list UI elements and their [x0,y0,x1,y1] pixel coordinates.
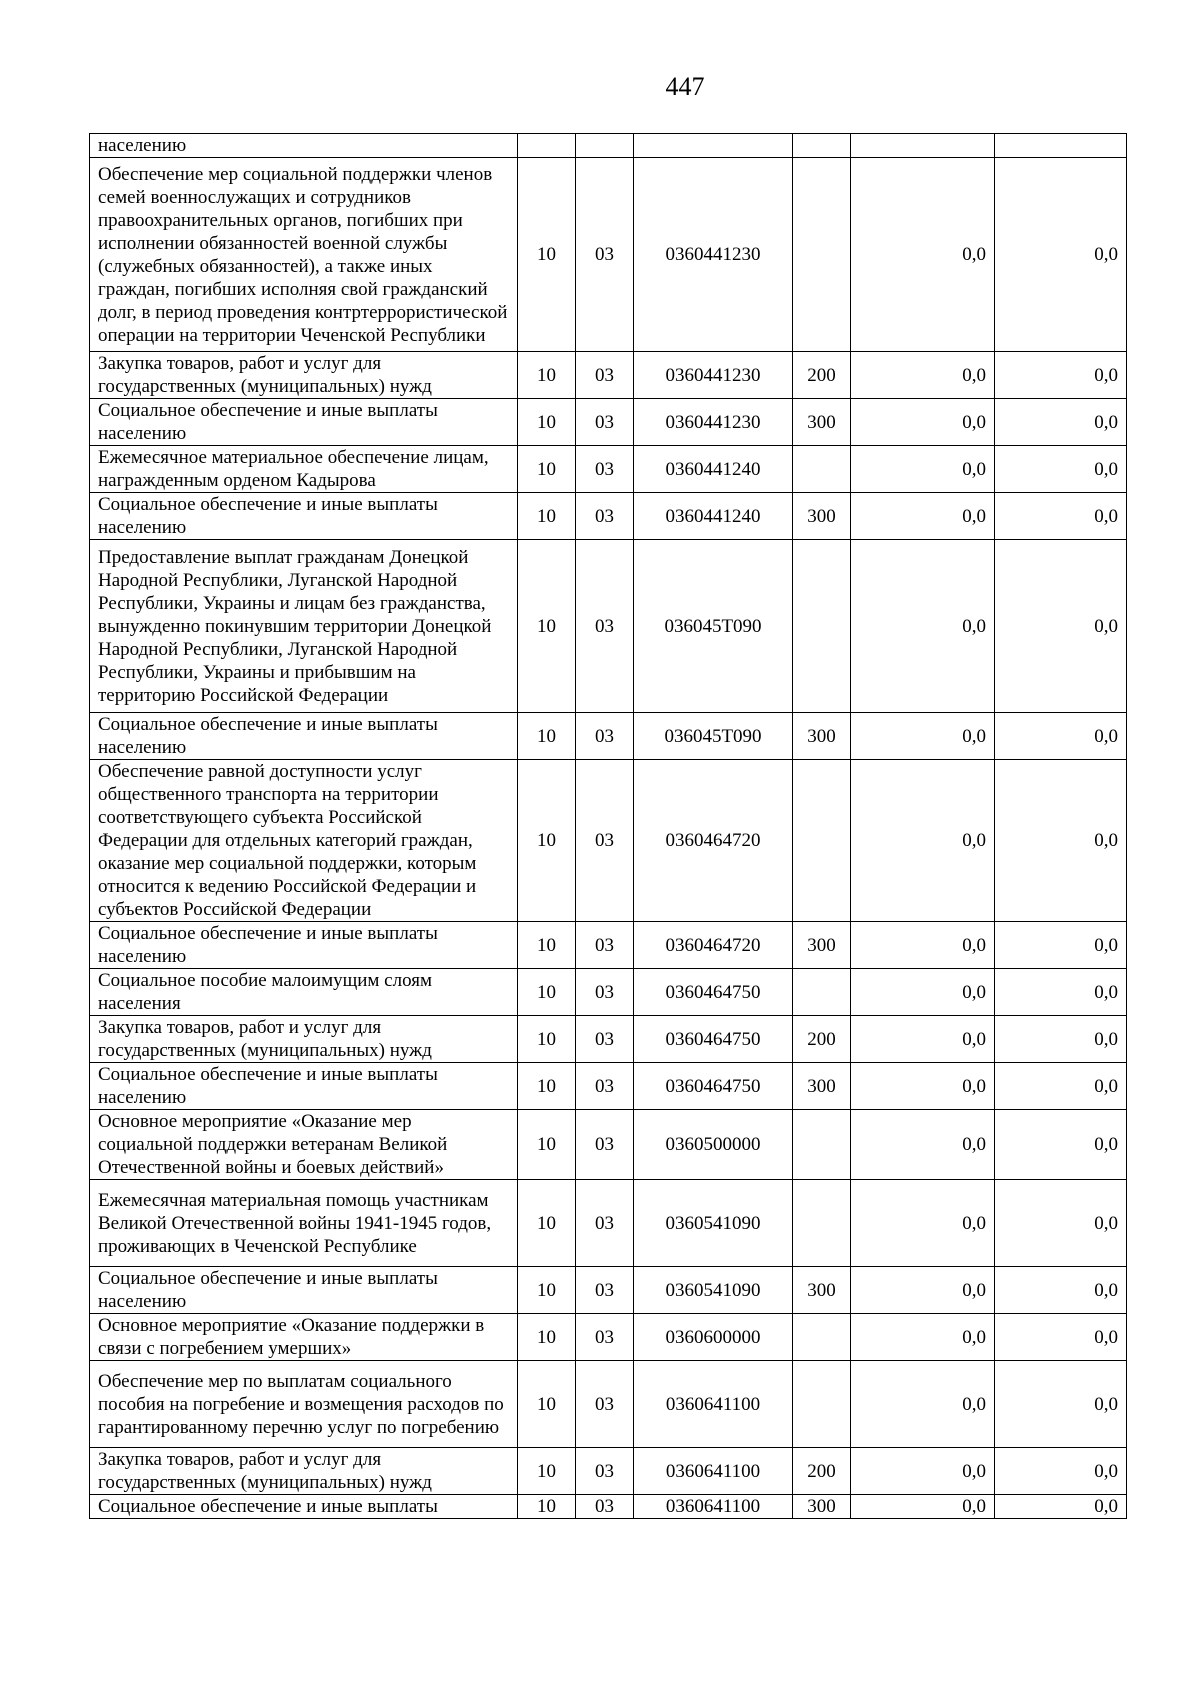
amount-cell [995,134,1127,158]
expense-type-cell: 300 [793,1495,851,1519]
target-article-cell: 0360441230 [634,399,793,446]
expense-name-cell: Обеспечение мер социальной поддержки членов семей военнослужащих и сотрудников правоохранительных органов, погибших при исполнении обязанностей военной службы (служебных обязанностей), а также иных граждан, погибших исполняя свой гражданский долг, в период проведения контртеррористической операции на территории Чеченской Республики [90,158,518,352]
section-code-cell: 10 [518,1495,576,1519]
target-article-cell: 0360464750 [634,1063,793,1110]
section-code-cell: 10 [518,1180,576,1267]
subsection-code-cell: 03 [576,1180,634,1267]
table-row [90,1495,1127,1519]
section-code-cell: 10 [518,1267,576,1314]
target-article-cell: 036045T090 [634,713,793,760]
target-article-cell: 0360541090 [634,1180,793,1267]
subsection-code-cell: 03 [576,1016,634,1063]
expense-name-cell: Социальное обеспечение и иные выплаты населению [90,1267,518,1314]
section-code-cell: 10 [518,1016,576,1063]
amount-cell: 0,0 [995,922,1127,969]
expense-type-cell: 300 [793,922,851,969]
expense-type-cell [793,1361,851,1448]
table-row [90,352,1127,399]
page-number: 447 [665,72,705,101]
amount-cell: 0,0 [995,1361,1127,1448]
expense-type-cell: 200 [793,1016,851,1063]
table-row [90,922,1127,969]
target-article-cell: 0360441240 [634,493,793,540]
target-article-cell: 0360441230 [634,158,793,352]
expense-type-cell: 300 [793,399,851,446]
table-row [90,1180,1127,1267]
amount-cell: 0,0 [851,760,995,922]
table-row [90,1267,1127,1314]
section-code-cell: 10 [518,158,576,352]
subsection-code-cell: 03 [576,1361,634,1448]
target-article-cell: 0360464750 [634,969,793,1016]
target-article-cell: 0360464720 [634,922,793,969]
expense-name-cell: населению [90,134,518,158]
expense-type-cell [793,1180,851,1267]
expense-name-cell: Закупка товаров, работ и услуг для государственных (муниципальных) нужд [90,352,518,399]
expense-type-cell: 300 [793,493,851,540]
table-row [90,540,1127,713]
subsection-code-cell: 03 [576,540,634,713]
section-code-cell: 10 [518,1361,576,1448]
amount-cell: 0,0 [851,969,995,1016]
amount-cell: 0,0 [851,399,995,446]
subsection-code-cell [576,134,634,158]
table-row [90,1063,1127,1110]
amount-cell: 0,0 [995,1110,1127,1180]
section-code-cell [518,134,576,158]
expense-name-cell: Социальное обеспечение и иные выплаты населению [90,713,518,760]
subsection-code-cell: 03 [576,760,634,922]
expense-name-cell: Социальное пособие малоимущим слоям населения [90,969,518,1016]
amount-cell: 0,0 [995,158,1127,352]
section-code-cell: 10 [518,760,576,922]
expense-name-cell: Ежемесячная материальная помощь участникам Великой Отечественной войны 1941-1945 годов, проживающих в Чеченской Республике [90,1180,518,1267]
subsection-code-cell: 03 [576,1314,634,1361]
expense-name-cell: Ежемесячное материальное обеспечение лицам, награжденным орденом Кадырова [90,446,518,493]
amount-cell: 0,0 [995,1063,1127,1110]
subsection-code-cell: 03 [576,922,634,969]
table-row [90,493,1127,540]
table-row [90,1016,1127,1063]
amount-cell: 0,0 [851,1180,995,1267]
target-article-cell: 036045T090 [634,540,793,713]
amount-cell: 0,0 [851,1314,995,1361]
expense-name-cell: Социальное обеспечение и иные выплаты населению [90,1063,518,1110]
amount-cell: 0,0 [995,1314,1127,1361]
amount-cell: 0,0 [851,158,995,352]
section-code-cell: 10 [518,1448,576,1495]
amount-cell: 0,0 [851,713,995,760]
expense-type-cell [793,1110,851,1180]
expense-name-cell: Социальное обеспечение и иные выплаты [90,1495,518,1519]
amount-cell [851,134,995,158]
amount-cell: 0,0 [851,493,995,540]
target-article-cell: 0360541090 [634,1267,793,1314]
subsection-code-cell: 03 [576,493,634,540]
expense-type-cell: 300 [793,713,851,760]
subsection-code-cell: 03 [576,446,634,493]
subsection-code-cell: 03 [576,713,634,760]
amount-cell: 0,0 [995,1267,1127,1314]
expense-name-cell: Социальное обеспечение и иные выплаты населению [90,922,518,969]
amount-cell: 0,0 [851,922,995,969]
subsection-code-cell: 03 [576,1267,634,1314]
target-article-cell: 0360600000 [634,1314,793,1361]
amount-cell: 0,0 [995,540,1127,713]
expense-name-cell: Закупка товаров, работ и услуг для государственных (муниципальных) нужд [90,1016,518,1063]
section-code-cell: 10 [518,446,576,493]
expense-type-cell [793,969,851,1016]
amount-cell: 0,0 [995,713,1127,760]
section-code-cell: 10 [518,399,576,446]
section-code-cell: 10 [518,493,576,540]
table-body [90,134,1127,1519]
expense-type-cell [793,134,851,158]
expense-type-cell [793,540,851,713]
section-code-cell: 10 [518,713,576,760]
section-code-cell: 10 [518,1110,576,1180]
amount-cell: 0,0 [995,399,1127,446]
target-article-cell: 0360441240 [634,446,793,493]
target-article-cell: 0360464720 [634,760,793,922]
amount-cell: 0,0 [995,760,1127,922]
amount-cell: 0,0 [851,446,995,493]
subsection-code-cell: 03 [576,1110,634,1180]
subsection-code-cell: 03 [576,1495,634,1519]
expense-type-cell: 200 [793,352,851,399]
amount-cell: 0,0 [995,352,1127,399]
budget-table [89,133,1127,1519]
expense-type-cell: 200 [793,1448,851,1495]
section-code-cell: 10 [518,1314,576,1361]
expense-type-cell [793,1314,851,1361]
section-code-cell: 10 [518,352,576,399]
expense-type-cell [793,158,851,352]
expense-name-cell: Обеспечение мер по выплатам социального пособия на погребение и возмещения расходов по гарантированному перечню услуг по погребению [90,1361,518,1448]
expense-type-cell: 300 [793,1267,851,1314]
table-row [90,446,1127,493]
amount-cell: 0,0 [851,1267,995,1314]
table-row [90,1110,1127,1180]
expense-type-cell [793,760,851,922]
expense-name-cell: Социальное обеспечение и иные выплаты населению [90,399,518,446]
target-article-cell: 0360641100 [634,1448,793,1495]
expense-name-cell: Основное мероприятие «Оказание мер социальной поддержки ветеранам Великой Отечественной войны и боевых действий» [90,1110,518,1180]
amount-cell: 0,0 [851,352,995,399]
target-article-cell [634,134,793,158]
table-row [90,713,1127,760]
section-code-cell: 10 [518,1063,576,1110]
target-article-cell: 0360441230 [634,352,793,399]
amount-cell: 0,0 [851,1110,995,1180]
expense-name-cell: Обеспечение равной доступности услуг общественного транспорта на территории соответствующего субъекта Российской Федерации для отдельных категорий граждан, оказание мер социальной поддержки, которым относится к ведению Российской Федерации и субъектов Российской Федерации [90,760,518,922]
section-code-cell: 10 [518,922,576,969]
amount-cell: 0,0 [995,1495,1127,1519]
expense-name-cell: Основное мероприятие «Оказание поддержки в связи с погребением умерших» [90,1314,518,1361]
amount-cell: 0,0 [851,1016,995,1063]
target-article-cell: 0360464750 [634,1016,793,1063]
expense-type-cell [793,446,851,493]
expense-type-cell: 300 [793,1063,851,1110]
amount-cell: 0,0 [851,540,995,713]
amount-cell: 0,0 [851,1361,995,1448]
target-article-cell: 0360641100 [634,1495,793,1519]
amount-cell: 0,0 [995,1016,1127,1063]
table-row [90,1361,1127,1448]
subsection-code-cell: 03 [576,352,634,399]
amount-cell: 0,0 [995,493,1127,540]
amount-cell: 0,0 [995,1448,1127,1495]
table-row [90,158,1127,352]
amount-cell: 0,0 [995,446,1127,493]
table-row [90,1448,1127,1495]
table-row [90,399,1127,446]
section-code-cell: 10 [518,969,576,1016]
subsection-code-cell: 03 [576,158,634,352]
subsection-code-cell: 03 [576,399,634,446]
amount-cell: 0,0 [851,1495,995,1519]
section-code-cell: 10 [518,540,576,713]
amount-cell: 0,0 [995,1180,1127,1267]
subsection-code-cell: 03 [576,1448,634,1495]
target-article-cell: 0360500000 [634,1110,793,1180]
table-row [90,134,1127,158]
subsection-code-cell: 03 [576,1063,634,1110]
amount-cell: 0,0 [995,969,1127,1016]
table-row [90,1314,1127,1361]
table-row [90,760,1127,922]
amount-cell: 0,0 [851,1063,995,1110]
expense-name-cell: Социальное обеспечение и иные выплаты населению [90,493,518,540]
expense-name-cell: Закупка товаров, работ и услуг для государственных (муниципальных) нужд [90,1448,518,1495]
expense-name-cell: Предоставление выплат гражданам Донецкой Народной Республики, Луганской Народной Республики, Украины и лицам без гражданства, вынужденно покинувшим территории Донецкой Народной Республики, Луганской Народной Республики, Украины и прибывшим на территорию Российской Федерации [90,540,518,713]
subsection-code-cell: 03 [576,969,634,1016]
table-row [90,969,1127,1016]
target-article-cell: 0360641100 [634,1361,793,1448]
amount-cell: 0,0 [851,1448,995,1495]
